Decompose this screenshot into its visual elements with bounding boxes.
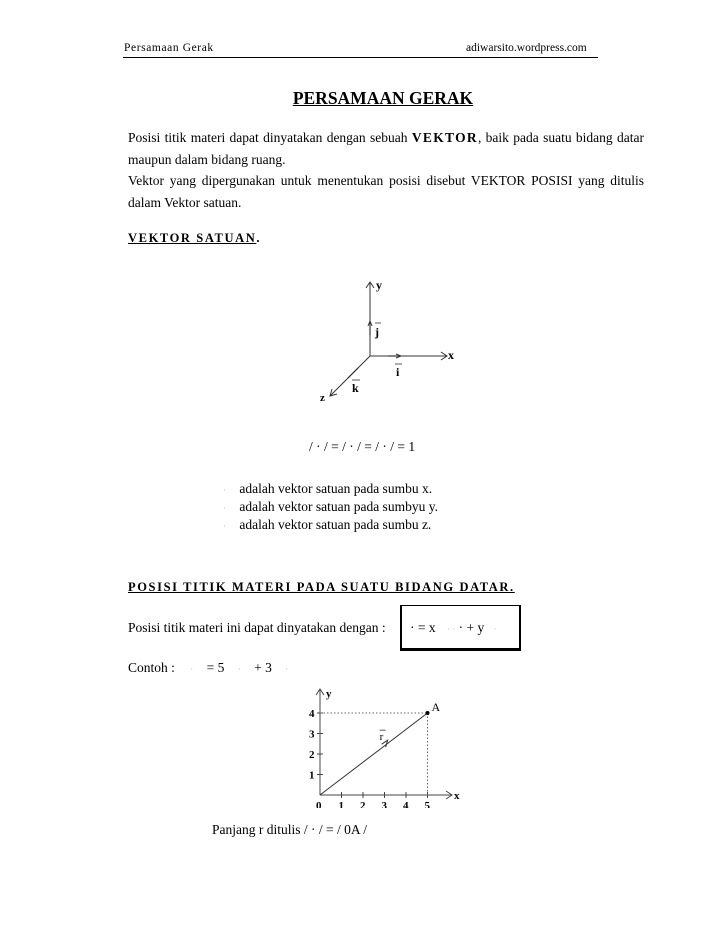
- formula-box-left: [400, 605, 402, 651]
- section-heading-posisi-text: POSISI TITIK MATERI PADA SUATU BIDANG DATAR.: [128, 580, 515, 594]
- formula-box-top: [400, 605, 520, 606]
- chart-ylabel: y: [326, 688, 332, 700]
- position-formula-ihat: · ·: [446, 624, 456, 634]
- unit-list-text-x: adalah vektor satuan pada sumbu x.: [239, 481, 433, 496]
- label-i: i: [396, 365, 400, 379]
- intro-paragraph-2: Vektor yang dipergunakan untuk menentukan posisi disebut VEKTOR POSISI yang ditulis dalam Vektor satuan.: [128, 173, 644, 210]
- example-ihat: ·: [237, 664, 241, 674]
- chart-xlabel: x: [454, 790, 460, 802]
- chart-x-tick-label: 0: [316, 800, 322, 808]
- unit-vector-equation: / · / = / · / = / · / = 1: [309, 439, 416, 454]
- section-heading-vektor-satuan: [128, 231, 261, 246]
- example-r-symbol: ·: [190, 664, 194, 674]
- intro-text-a: Posisi titik materi dapat dinyatakan dengan sebuah: [128, 130, 408, 145]
- example-label: Contoh :: [128, 660, 175, 675]
- axis-label-y: y: [376, 278, 382, 292]
- formula-box-right: [519, 605, 521, 651]
- chart-point-label: A: [431, 700, 441, 714]
- intro-text-c: , baik pada suatu bidang datar maupun dalam bidang ruang.: [128, 130, 645, 167]
- header-right-url: adiwarsito.wordpress.com: [466, 42, 587, 54]
- chart-y-tick-label: 2: [309, 749, 315, 761]
- example-line: [128, 660, 288, 676]
- unit-vector-axes-diagram: [310, 272, 470, 410]
- unit-list-symbol-y: ·: [223, 503, 226, 513]
- page-title: PERSAMAAN GERAK: [292, 88, 474, 108]
- unit-list-item-y: [223, 499, 438, 515]
- position-formula-jhat: ·: [493, 624, 497, 634]
- chart-y-tick-label: 1: [309, 769, 315, 782]
- intro-paragraph-1: [128, 127, 644, 170]
- example-jhat: ·: [285, 664, 289, 674]
- example-eq-b: = 5: [206, 660, 225, 675]
- chart-series-line: [320, 713, 428, 795]
- unit-list-item-z: [223, 517, 431, 533]
- label-j: j: [375, 325, 379, 339]
- chart-x-tick-label: 1: [338, 800, 344, 808]
- unit-list-text-y: adalah vektor satuan pada sumbyu y.: [239, 499, 438, 514]
- section-heading-text: VEKTOR SATUAN: [128, 231, 257, 245]
- section-heading-dot: .: [256, 231, 262, 245]
- chart-x-tick-label: 5: [424, 800, 430, 808]
- chart-point-a: [426, 711, 430, 715]
- length-formula-line: Panjang r ditulis / · / = / 0A /: [212, 822, 367, 837]
- example-eq-d: + 3: [254, 660, 272, 675]
- chart-x-tick-label: 3: [381, 800, 387, 808]
- chart-vector-label: r: [379, 731, 384, 744]
- position-lead-text: Posisi titik materi ini dapat dinyatakan dengan :: [128, 620, 386, 635]
- formula-box-bottom: [400, 648, 520, 651]
- unit-list-symbol-x: ·: [223, 485, 226, 495]
- k-vector-line: [348, 368, 358, 378]
- position-formula-a: · = x: [410, 620, 436, 635]
- axis-label-z: z: [320, 392, 325, 404]
- position-formula-b: · + y: [458, 620, 485, 635]
- header-rule: [123, 57, 598, 58]
- chart-y-tick-label: 3: [309, 728, 315, 741]
- label-k: k: [352, 381, 359, 395]
- header-left-title: Persamaan Gerak: [124, 42, 214, 54]
- chart-x-tick-label: 4: [403, 800, 409, 808]
- position-formula: [410, 620, 497, 636]
- section-heading-posisi: [128, 580, 515, 595]
- unit-list-symbol-z: ·: [223, 521, 226, 531]
- chart-y-tick-label: 4: [309, 708, 315, 720]
- unit-list-item-x: [223, 481, 432, 497]
- unit-list-text-z: adalah vektor satuan pada sumbu z.: [239, 517, 432, 532]
- position-vector-chart: [300, 683, 470, 808]
- intro-keyword-vektor: VEKTOR: [411, 130, 478, 145]
- axis-label-x: x: [448, 348, 454, 362]
- chart-x-tick-label: 2: [360, 800, 366, 808]
